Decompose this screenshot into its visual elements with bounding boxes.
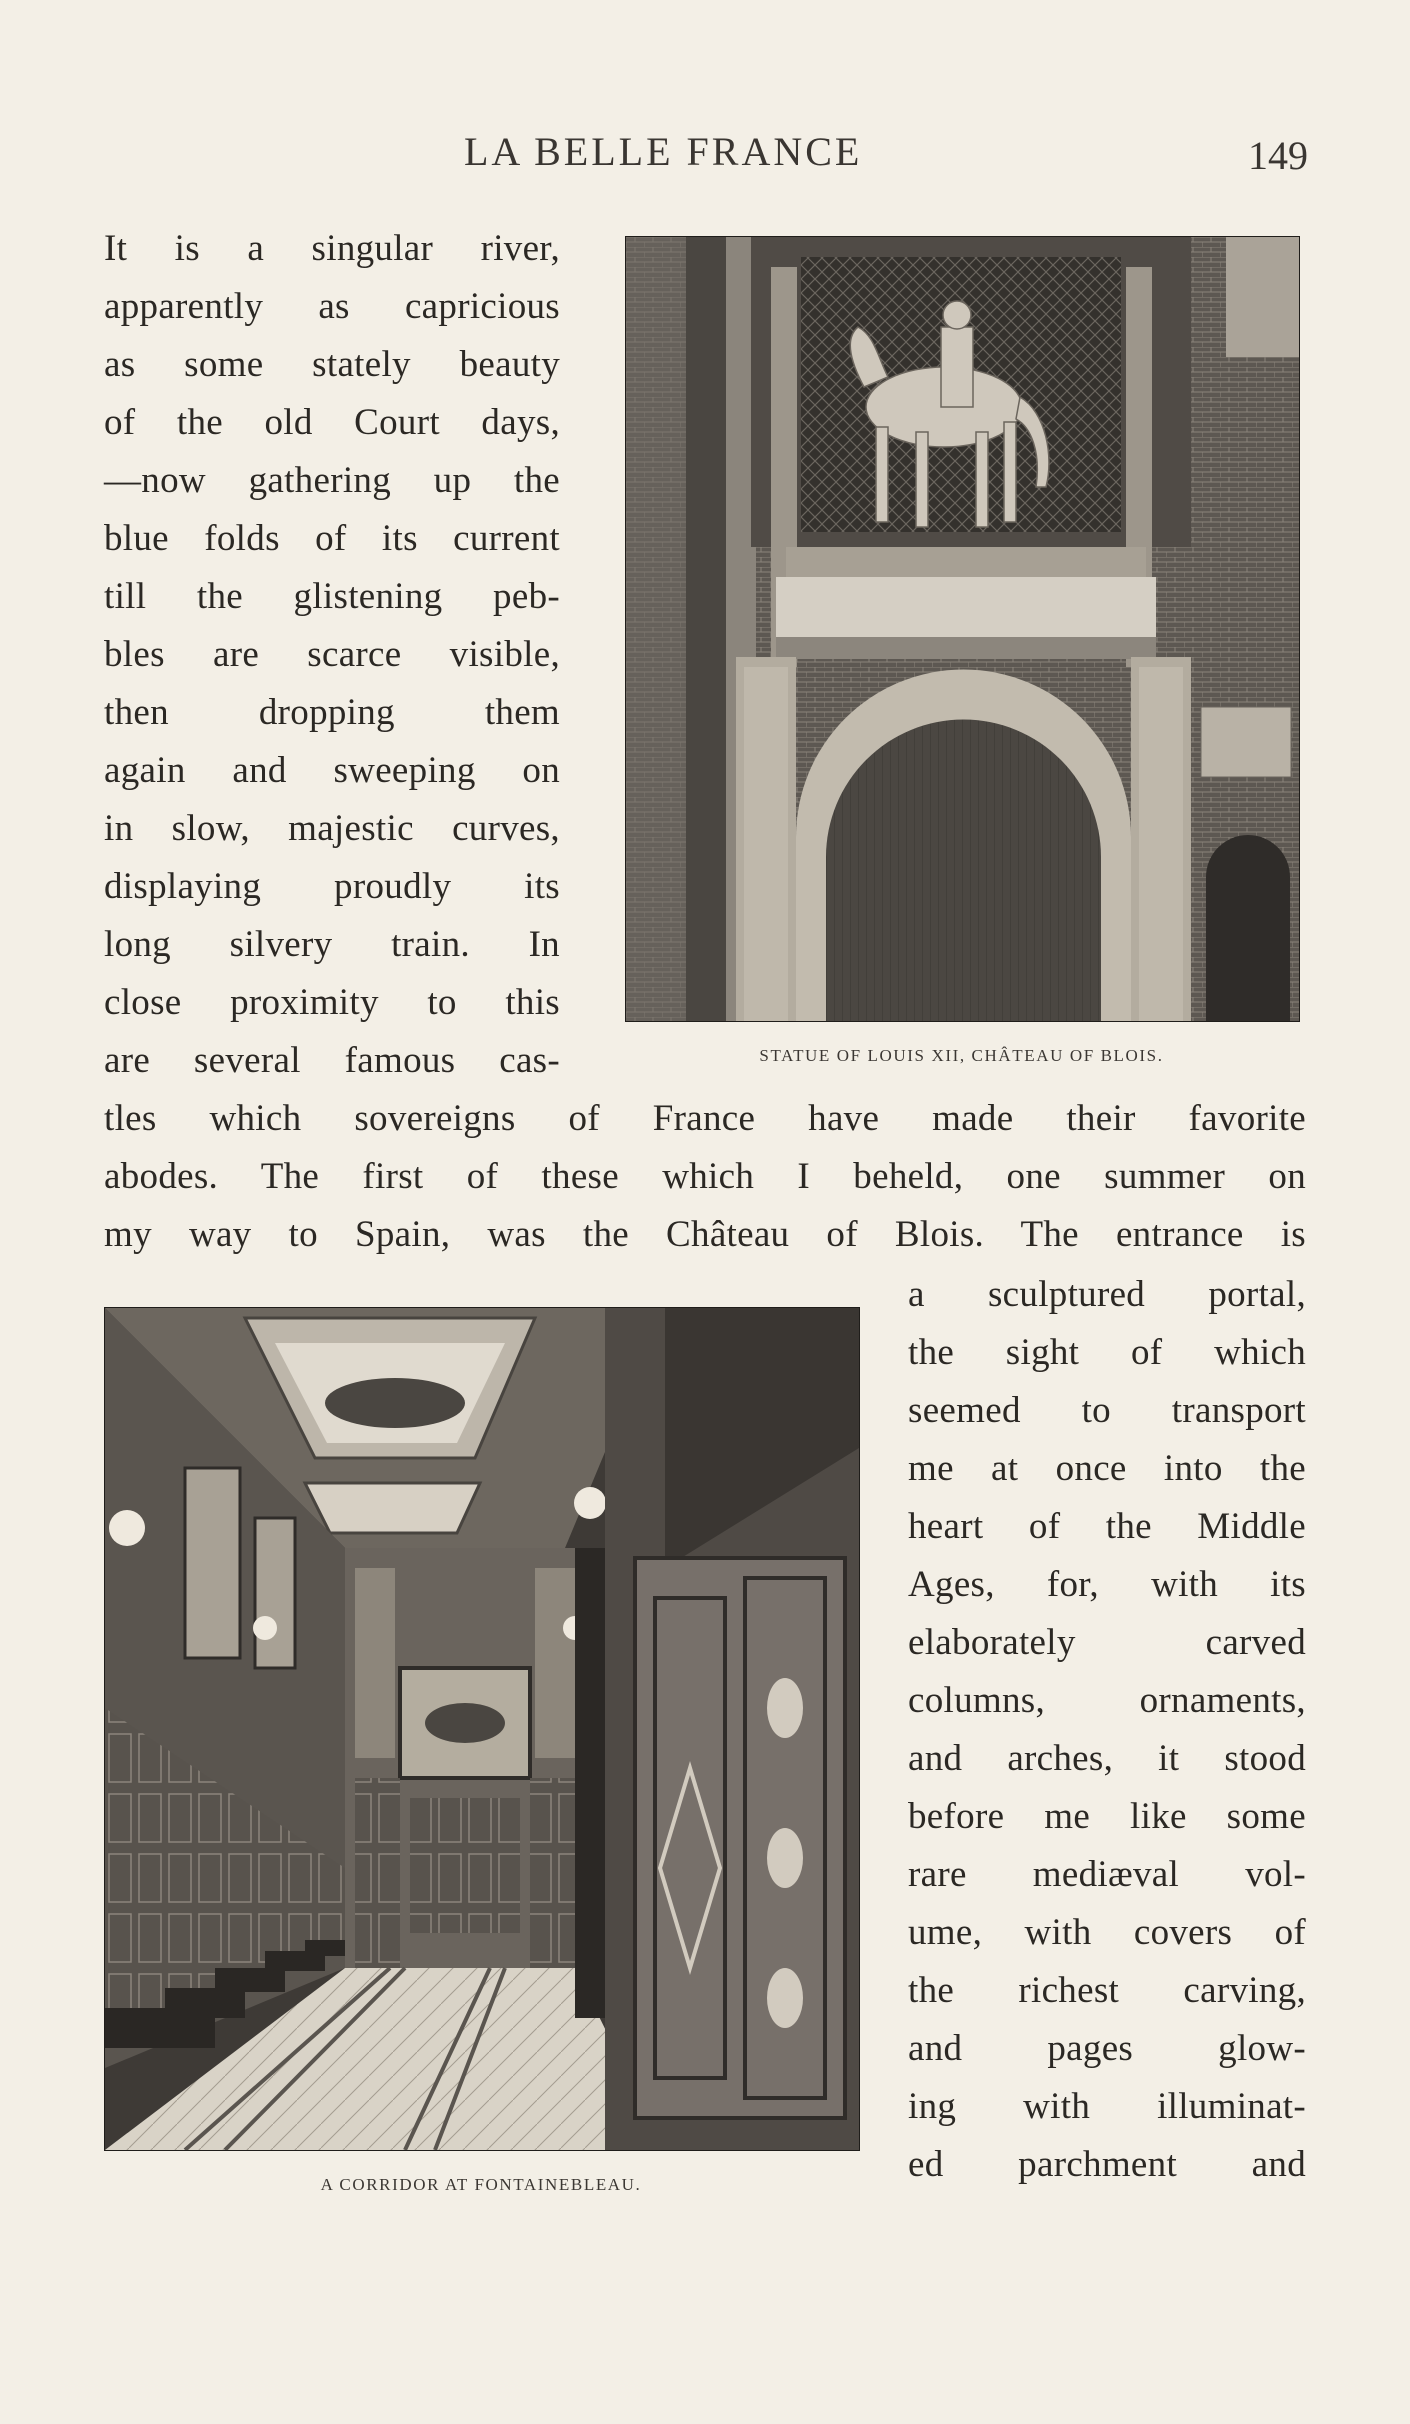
text-line: columns, ornaments, <box>908 1680 1306 1721</box>
text-line: close proximity to this <box>104 982 560 1023</box>
blois-statue-image <box>626 237 1299 1021</box>
text-line: bles are scarce visible, <box>104 634 560 675</box>
text-line: and pages glow- <box>908 2028 1306 2069</box>
text-line: till the glistening peb- <box>104 576 560 617</box>
text-line: ume, with covers of <box>908 1912 1306 1953</box>
text-line: of the old Court days, <box>104 402 560 443</box>
text-line: are several famous cas- <box>104 1040 560 1081</box>
text-line: It is a singular river, <box>104 228 560 269</box>
text-line: abodes. The first of these which I beheld, one summer on <box>104 1156 1306 1197</box>
text-line: ing with illuminat- <box>908 2086 1306 2127</box>
text-line: in slow, majestic curves, <box>104 808 560 849</box>
text-line: displaying proudly its <box>104 866 560 907</box>
text-line: blue folds of its current <box>104 518 560 559</box>
text-line: ed parchment and <box>908 2144 1306 2185</box>
text-line: elaborately carved <box>908 1622 1306 1663</box>
text-line: again and sweeping on <box>104 750 560 791</box>
text-line: a sculptured portal, <box>908 1274 1306 1315</box>
text-line: before me like some <box>908 1796 1306 1837</box>
fontainebleau-corridor-illustration <box>104 1307 860 2151</box>
text-line: seemed to transport <box>908 1390 1306 1431</box>
fontainebleau-caption: A CORRIDOR AT FONTAINEBLEAU. <box>320 2175 642 2194</box>
text-line: apparently as capricious <box>104 286 560 327</box>
text-line: Ages, for, with its <box>908 1564 1306 1605</box>
blois-caption: STATUE OF LOUIS XII, CHÂTEAU OF BLOIS. <box>759 1046 1164 1065</box>
text-line: and arches, it stood <box>908 1738 1306 1779</box>
text-line: the sight of which <box>908 1332 1306 1373</box>
running-head <box>104 128 1308 178</box>
text-line: long silvery train. In <box>104 924 560 965</box>
blois-statue-illustration <box>625 236 1300 1022</box>
fontainebleau-corridor-image <box>105 1308 859 2150</box>
page-number: 149 <box>1248 133 1308 178</box>
text-line: me at once into the <box>908 1448 1306 1489</box>
text-line: my way to Spain, was the Château of Blois. The entrance is <box>104 1214 1306 1255</box>
running-title: LA BELLE FRANCE <box>464 129 863 174</box>
text-line: tles which sovereigns of France have made their favorite <box>104 1098 1306 1139</box>
text-line: then dropping them <box>104 692 560 733</box>
text-line: rare mediæval vol- <box>908 1854 1306 1895</box>
text-line: heart of the Middle <box>908 1506 1306 1547</box>
text-line: —now gathering up the <box>104 460 560 501</box>
text-line: the richest carving, <box>908 1970 1306 2011</box>
text-line: as some stately beauty <box>104 344 560 385</box>
